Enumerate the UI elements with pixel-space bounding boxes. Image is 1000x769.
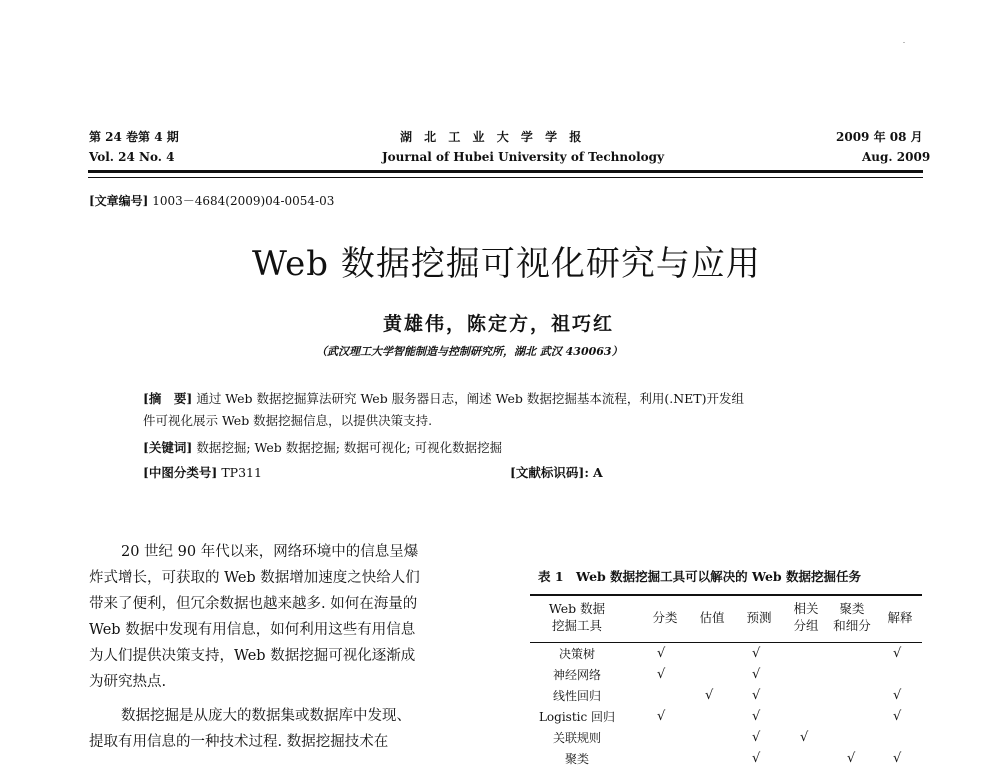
header-rule-thick: [88, 170, 923, 173]
issue-number-cn: 第 24 卷第 4 期: [89, 130, 179, 144]
table-check-mark: √: [705, 688, 714, 703]
table-header-association-line-2: 分组: [793, 618, 819, 633]
table-check-mark: √: [893, 646, 902, 661]
article-id-value: 1003－4684(2009)04-0054-03: [152, 194, 335, 208]
abstract-line-2: 件可视化展示 Web 数据挖掘信息，以提供决策支持.: [143, 413, 433, 428]
table-header-estimate: 估值: [699, 610, 725, 625]
table-check-mark: √: [893, 709, 902, 724]
table-check-mark: √: [752, 730, 761, 745]
keywords-value: 数据挖掘; Web 数据挖掘; 数据可视化; 可视化数据挖掘: [196, 440, 503, 455]
body-line-2: 炸式增长，可获取的 Web 数据增加速度之快给人们: [89, 570, 420, 586]
table-cell-tool: 决策树: [558, 647, 595, 661]
table-check-mark: √: [752, 751, 761, 766]
table-check-mark: √: [752, 646, 761, 661]
body-line-3: 带来了便利，但冗余数据也越来越多. 如何在海量的: [89, 596, 418, 612]
header-rule-thin: [88, 177, 923, 178]
table-cell-tool: 线性回归: [552, 689, 601, 703]
table-header-predict: 预测: [746, 610, 772, 625]
table-header-cluster-line-2: 和细分: [833, 618, 871, 633]
body-line-7: 数据挖掘是从庞大的数据集或数据库中发现、: [121, 708, 411, 724]
body-line-4: Web 数据中发现有用信息，如何利用这些有用信息: [89, 622, 416, 638]
document-code-label: [文献标识码]:: [510, 465, 589, 480]
document-code-value: A: [592, 465, 603, 480]
table-header-explain: 解释: [887, 610, 913, 625]
table-header-tool-line-2: 挖掘工具: [551, 618, 602, 633]
scan-speck: [903, 42, 905, 43]
article-id: [89, 192, 334, 209]
table-cell-tool: Logistic 回归: [538, 710, 616, 724]
table-header-tool-line-1: Web 数据: [548, 601, 606, 616]
abstract-label: [摘 要]: [143, 391, 193, 406]
table-check-mark: √: [752, 709, 761, 724]
table-header-cluster: [826, 600, 878, 634]
table-caption: 表 1 Web 数据挖掘工具可以解决的 Web 数据挖掘任务: [538, 569, 862, 584]
abstract-line-1: [143, 388, 744, 409]
issue-date-cn: 2009 年 08 月: [836, 130, 923, 144]
document-code: [510, 462, 603, 483]
table-check-mark: √: [657, 709, 666, 724]
classification-value: TP311: [221, 465, 262, 480]
table-check-mark: √: [847, 751, 856, 766]
table-cell-tool: 关联规则: [552, 731, 601, 745]
keywords-label: [关键词]: [143, 440, 193, 455]
table-check-mark: √: [893, 751, 902, 766]
journal-name-en: Journal of Hubei University of Technology: [382, 150, 665, 164]
table-check-mark: √: [893, 688, 902, 703]
issue-number-en: Vol. 24 No. 4: [89, 150, 175, 164]
body-line-8: 提取有用信息的一种技术过程. 数据挖掘技术在: [89, 734, 389, 750]
issue-date-en: Aug. 2009: [862, 150, 931, 164]
table-check-mark: √: [657, 667, 666, 682]
article-id-label: [文章编号]: [89, 194, 149, 208]
author-affiliation: （武汉理工大学智能制造与控制研究所，湖北 武汉 430063）: [316, 345, 623, 358]
classification-label: [中图分类号]: [143, 465, 218, 480]
table-header-tool: [540, 600, 614, 634]
table-check-mark: √: [752, 688, 761, 703]
journal-name-cn: 湖 北 工 业 大 学 学 报: [400, 130, 586, 144]
classification: [143, 462, 262, 483]
table-check-mark: √: [800, 730, 809, 745]
table-cell-tool: 神经网络: [552, 668, 601, 682]
table-header-association: [785, 600, 827, 634]
paper-authors: 黄雄伟，陈定方，祖巧红: [383, 313, 615, 335]
table-cell-tool: 聚类: [564, 752, 589, 766]
table-header-cluster-line-1: 聚类: [839, 601, 865, 616]
table-header-classify: 分类: [652, 610, 678, 625]
keywords: [143, 437, 502, 458]
abstract-text-1: 通过 Web 数据挖掘算法研究 Web 服务器日志，阐述 Web 数据挖掘基本流程，利用(.NET)开发组: [196, 391, 744, 406]
table-check-mark: √: [657, 646, 666, 661]
body-line-5: 为人们提供决策支持，Web 数据挖掘可视化逐渐成: [89, 648, 416, 664]
table-check-mark: √: [752, 667, 761, 682]
paper-title: Web 数据挖掘可视化研究与应用: [252, 244, 761, 284]
table-top-rule: [530, 594, 922, 596]
body-line-6: 为研究热点.: [89, 674, 167, 690]
table-header-rule: [530, 642, 922, 643]
body-line-1: 20 世纪 90 年代以来，网络环境中的信息呈爆: [121, 544, 419, 560]
table-header-association-line-1: 相关: [793, 601, 819, 616]
